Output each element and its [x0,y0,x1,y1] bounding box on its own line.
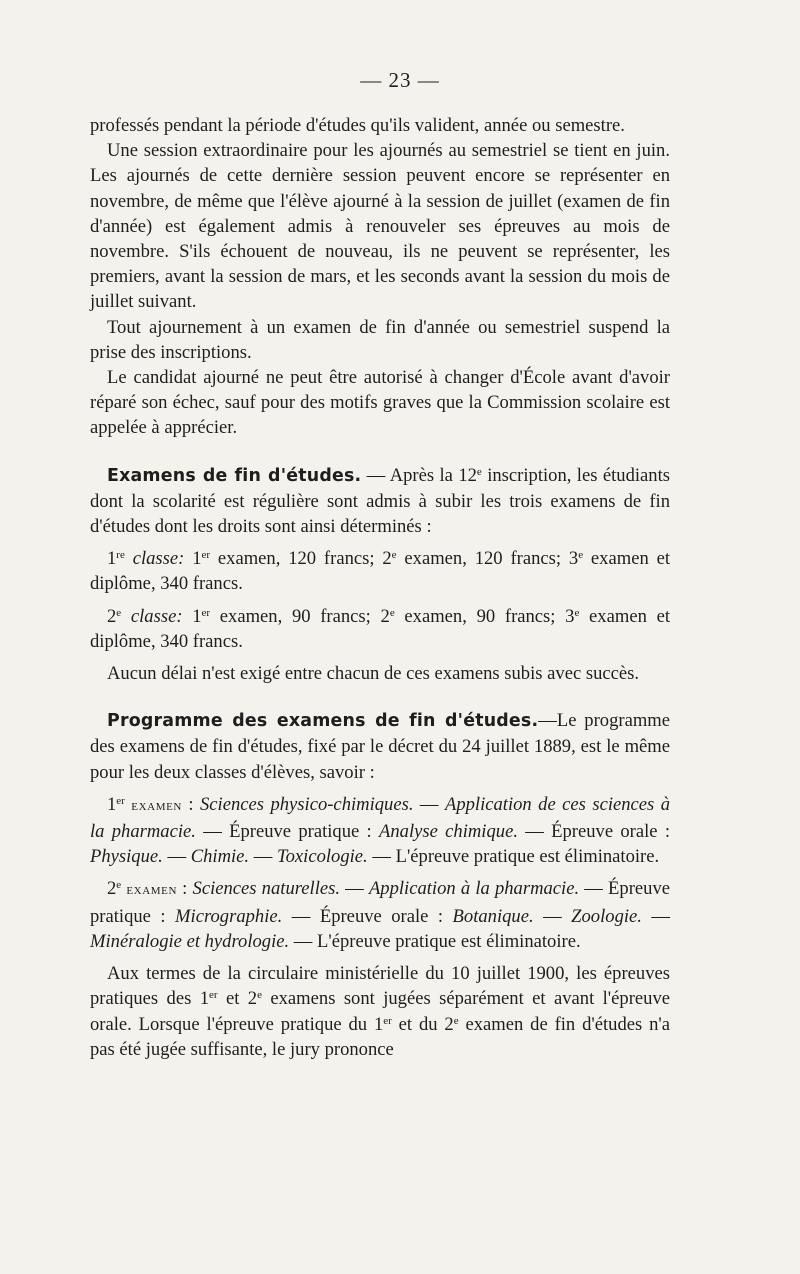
paragraph: Aucun délai n'est exigé entre chacun de ces examens subis avec succès. [107,663,640,685]
paragraph: Tout ajournement à un examen de fin d'année ou semestriel suspend la prise des inscriptions. [90,316,670,363]
paragraph: Une session extraordinaire pour les ajournés au semestriel se tient en juin. Les ajournés de cette dernière session peuvent encore se représenter en novembre, de même que l'élève ajourné à la session de juillet (examen de fin d'année) est également admis à renouveler ses épreuves au mois de novembre. S'ils échouent de nouveau, ils ne peuvent se représenter, les premiers, avant la session de mars, et les seconds avant la session du mois de juillet suivant. [90,140,670,313]
section-heading: Programme des examens de fin d'études. [107,711,539,732]
body-text [90,113,670,1062]
paragraph: Le candidat ajourné ne peut être autorisé à changer d'École avant d'avoir réparé son échec, sauf pour des motifs graves que la Commission scolaire est appelée à apprécier. [90,367,670,439]
exam-1-description: 1er examen : Sciences physico-chimiques. — Application de ces sciences à la pharmacie. — Épreuve pratique : Analyse chimique. — Épreuve orale : Physique. — Chimie. — Toxicologie. — L'épreuve pratique est éliminatoire. [90,793,671,868]
fee-class-2: 2e classe: 1er examen, 90 francs; 2e examen, 90 francs; 3e examen et diplôme, 340 francs. [90,605,670,652]
paragraph-circulaire: Aux termes de la circulaire ministérielle du 10 juillet 1900, les épreuves pratiques des 1er et 2e examens sont jugées séparément et avant l'épreuve orale. Lorsque l'épreuve pratique du 1er et du 2e examen de fin d'études n'a pas été jugée suffisante, le jury prononce [90,963,671,1060]
paragraph: professés pendant la période d'études qu'ils valident, année ou semestre. [90,115,625,136]
section-paragraph-examens: Examens de fin d'études. — Après la 12e inscription, les étudiants dont la scolarité est régulière sont admis à subir les trois examens de fin d'études dont les droits sont ainsi déterminés : [90,464,670,538]
page-number: — 23 — [360,68,440,92]
section-paragraph-programme: Programme des examens de fin d'études.—Le programme des examens de fin d'études, fixé par le décret du 24 juillet 1889, est le même pour les deux classes d'élèves, savoir : [90,710,671,783]
fee-class-1: 1re classe: 1er examen, 120 francs; 2e examen, 120 francs; 3e examen et diplôme, 340 francs. [90,548,671,595]
section-heading: Examens de fin d'études. [107,465,362,486]
exam-2-description: 2e examen : Sciences naturelles. — Application à la pharmacie. — Épreuve pratique : Micrographie. — Épreuve orale : Botanique. — Zoologie. — Minéralogie et hydrologie. — L'épreuve pratique est éliminatoire. [90,878,671,952]
